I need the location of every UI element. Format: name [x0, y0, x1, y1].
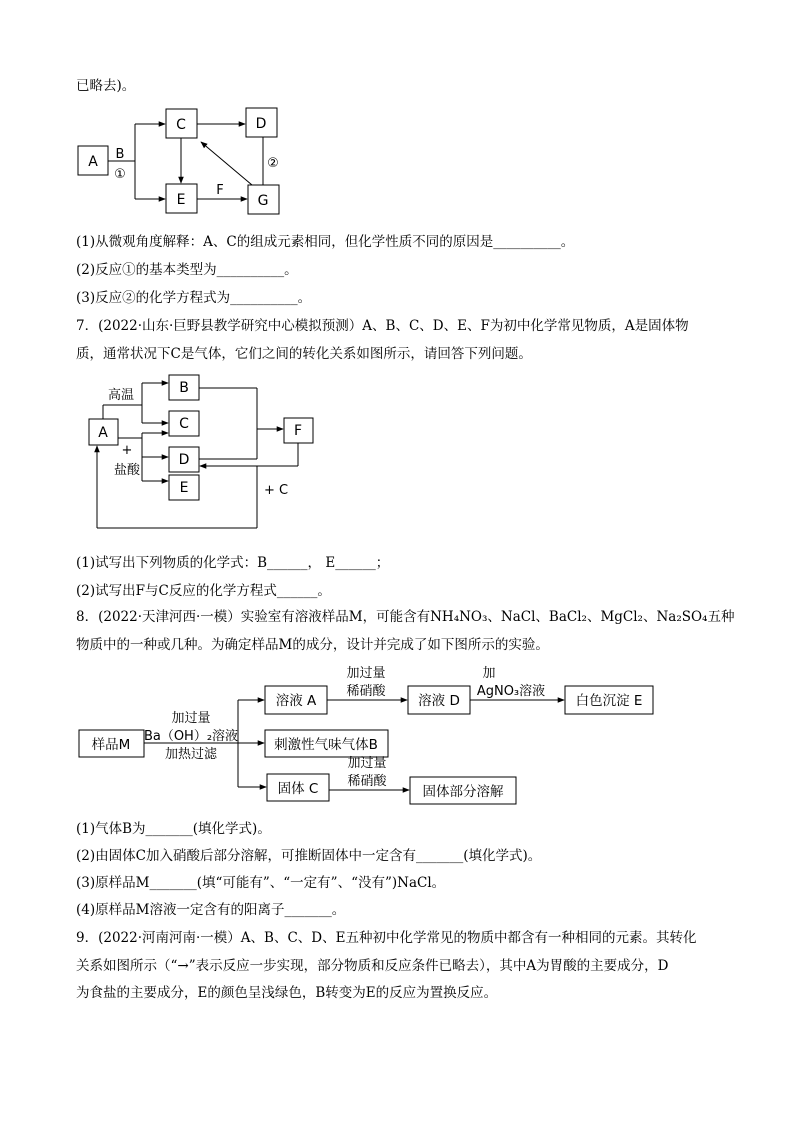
q6-node-d: D: [255, 116, 267, 132]
q8-label-3a: 加: [482, 666, 496, 681]
q6-node-a: A: [88, 154, 98, 170]
q6-node-c: C: [176, 117, 186, 133]
q8-sub-4: (4)原样品M溶液一定含有的阳离子_______。: [76, 902, 346, 918]
q7-sub-1: (1)试写出下列物质的化学式：B______， E______；: [76, 555, 390, 571]
q8-label-2b: 稀硝酸: [346, 684, 386, 699]
q7-diagram: [89, 375, 313, 528]
q6-label-r2: ②: [267, 156, 279, 171]
q8-label-2a: 加过量: [346, 666, 386, 681]
q8-node-c: 固体 C: [277, 781, 319, 797]
q8-sub-1: (1)气体B为_______(填化学式)。: [76, 821, 271, 837]
q6-label-b: B: [115, 147, 125, 162]
q8-label-4b: 稀硝酸: [347, 774, 387, 789]
q8-stem-2: 物质中的一种或几种。为确定样品M的成分，设计并完成了如下图所示的实验。: [76, 637, 549, 653]
q8-label-1a: 加过量: [171, 711, 211, 726]
q7-node-d: D: [178, 452, 190, 468]
q8-label-3b: AgNO₃溶液: [476, 684, 546, 699]
q8-node-partial: 固体部分溶解: [422, 784, 504, 800]
q7-stem-2: 质，通常状况下C是气体，它们之间的转化关系如图所示，请回答下列问题。: [76, 346, 532, 362]
q9-stem-1: 9．(2022·河南河南·一模）A、B、C、D、E五种初中化学常见的物质中都含有一种相同的元素。其转化: [76, 930, 697, 946]
q8-node-m: 样品M: [91, 737, 131, 753]
q7-label-yansuan: 盐酸: [113, 463, 141, 478]
q8-node-a: 溶液 A: [275, 693, 317, 709]
q8-sub-3: (3)原样品M_______(填“可能有”、“一定有”、“没有”)NaCl。: [76, 875, 446, 891]
q7-label-plus-c: + C: [263, 483, 289, 498]
q7-stem-1: 7．(2022·山东·巨野县教学研究中心模拟预测）A、B、C、D、E、F为初中化学常见物质，A是固体物: [76, 318, 689, 334]
q8-label-4a: 加过量: [347, 756, 387, 771]
q8-node-d: 溶液 D: [418, 693, 460, 709]
q7-label-gaowen: 高温: [107, 388, 135, 403]
q8-label-1b: Ba（OH）₂溶液: [143, 729, 239, 744]
q7-node-c: C: [179, 416, 189, 432]
q8-stem-1: 8．(2022·天津河西·一模）实验室有溶液样品M，可能含有NH₄NO₃、NaCl、BaCl₂、MgCl₂、Na₂SO₄五种: [76, 609, 735, 625]
q8-node-b: 刺激性气味气体B: [274, 737, 378, 753]
q8-node-e: 白色沉淀 E: [575, 693, 643, 709]
q6-sub-2: (2)反应①的基本类型为__________。: [76, 262, 298, 278]
q9-stem-2: 关系如图所示（“→”表示反应一步实现，部分物质和反应条件已略去），其中A为胃酸的主要成分，D: [76, 958, 669, 974]
intro-tail: 已略去)。: [76, 78, 136, 94]
q8-diagram: [79, 665, 653, 804]
q7-node-f: F: [293, 423, 303, 439]
q6-node-g: G: [257, 193, 269, 209]
q9-stem-3: 为食盐的主要成分，E的颜色呈浅绿色，B转变为E的反应为置换反应。: [76, 985, 498, 1001]
q6-sub-3: (3)反应②的化学方程式为__________。: [76, 290, 312, 306]
q7-node-b: B: [179, 380, 189, 396]
q7-sub-2: (2)试写出F与C反应的化学方程式______。: [76, 583, 331, 599]
q6-sub-1: (1)从微观角度解释：A、C的组成元素相同，但化学性质不同的原因是__________。: [76, 234, 575, 250]
q6-arrow-g-c: [201, 142, 252, 185]
q8-sub-2: (2)由固体C加入硝酸后部分溶解，可推断固体中一定含有_______(填化学式)。: [76, 848, 542, 864]
q7-label-plus: +: [121, 443, 133, 458]
q7-node-a: A: [98, 425, 108, 441]
q6-label-f: F: [216, 183, 224, 198]
q6-label-r1: ①: [114, 167, 126, 182]
q6-node-e: E: [176, 192, 186, 208]
q6-diagram: [78, 108, 279, 214]
q8-label-1c: 加热过滤: [164, 747, 218, 762]
q7-node-e: E: [179, 480, 189, 496]
